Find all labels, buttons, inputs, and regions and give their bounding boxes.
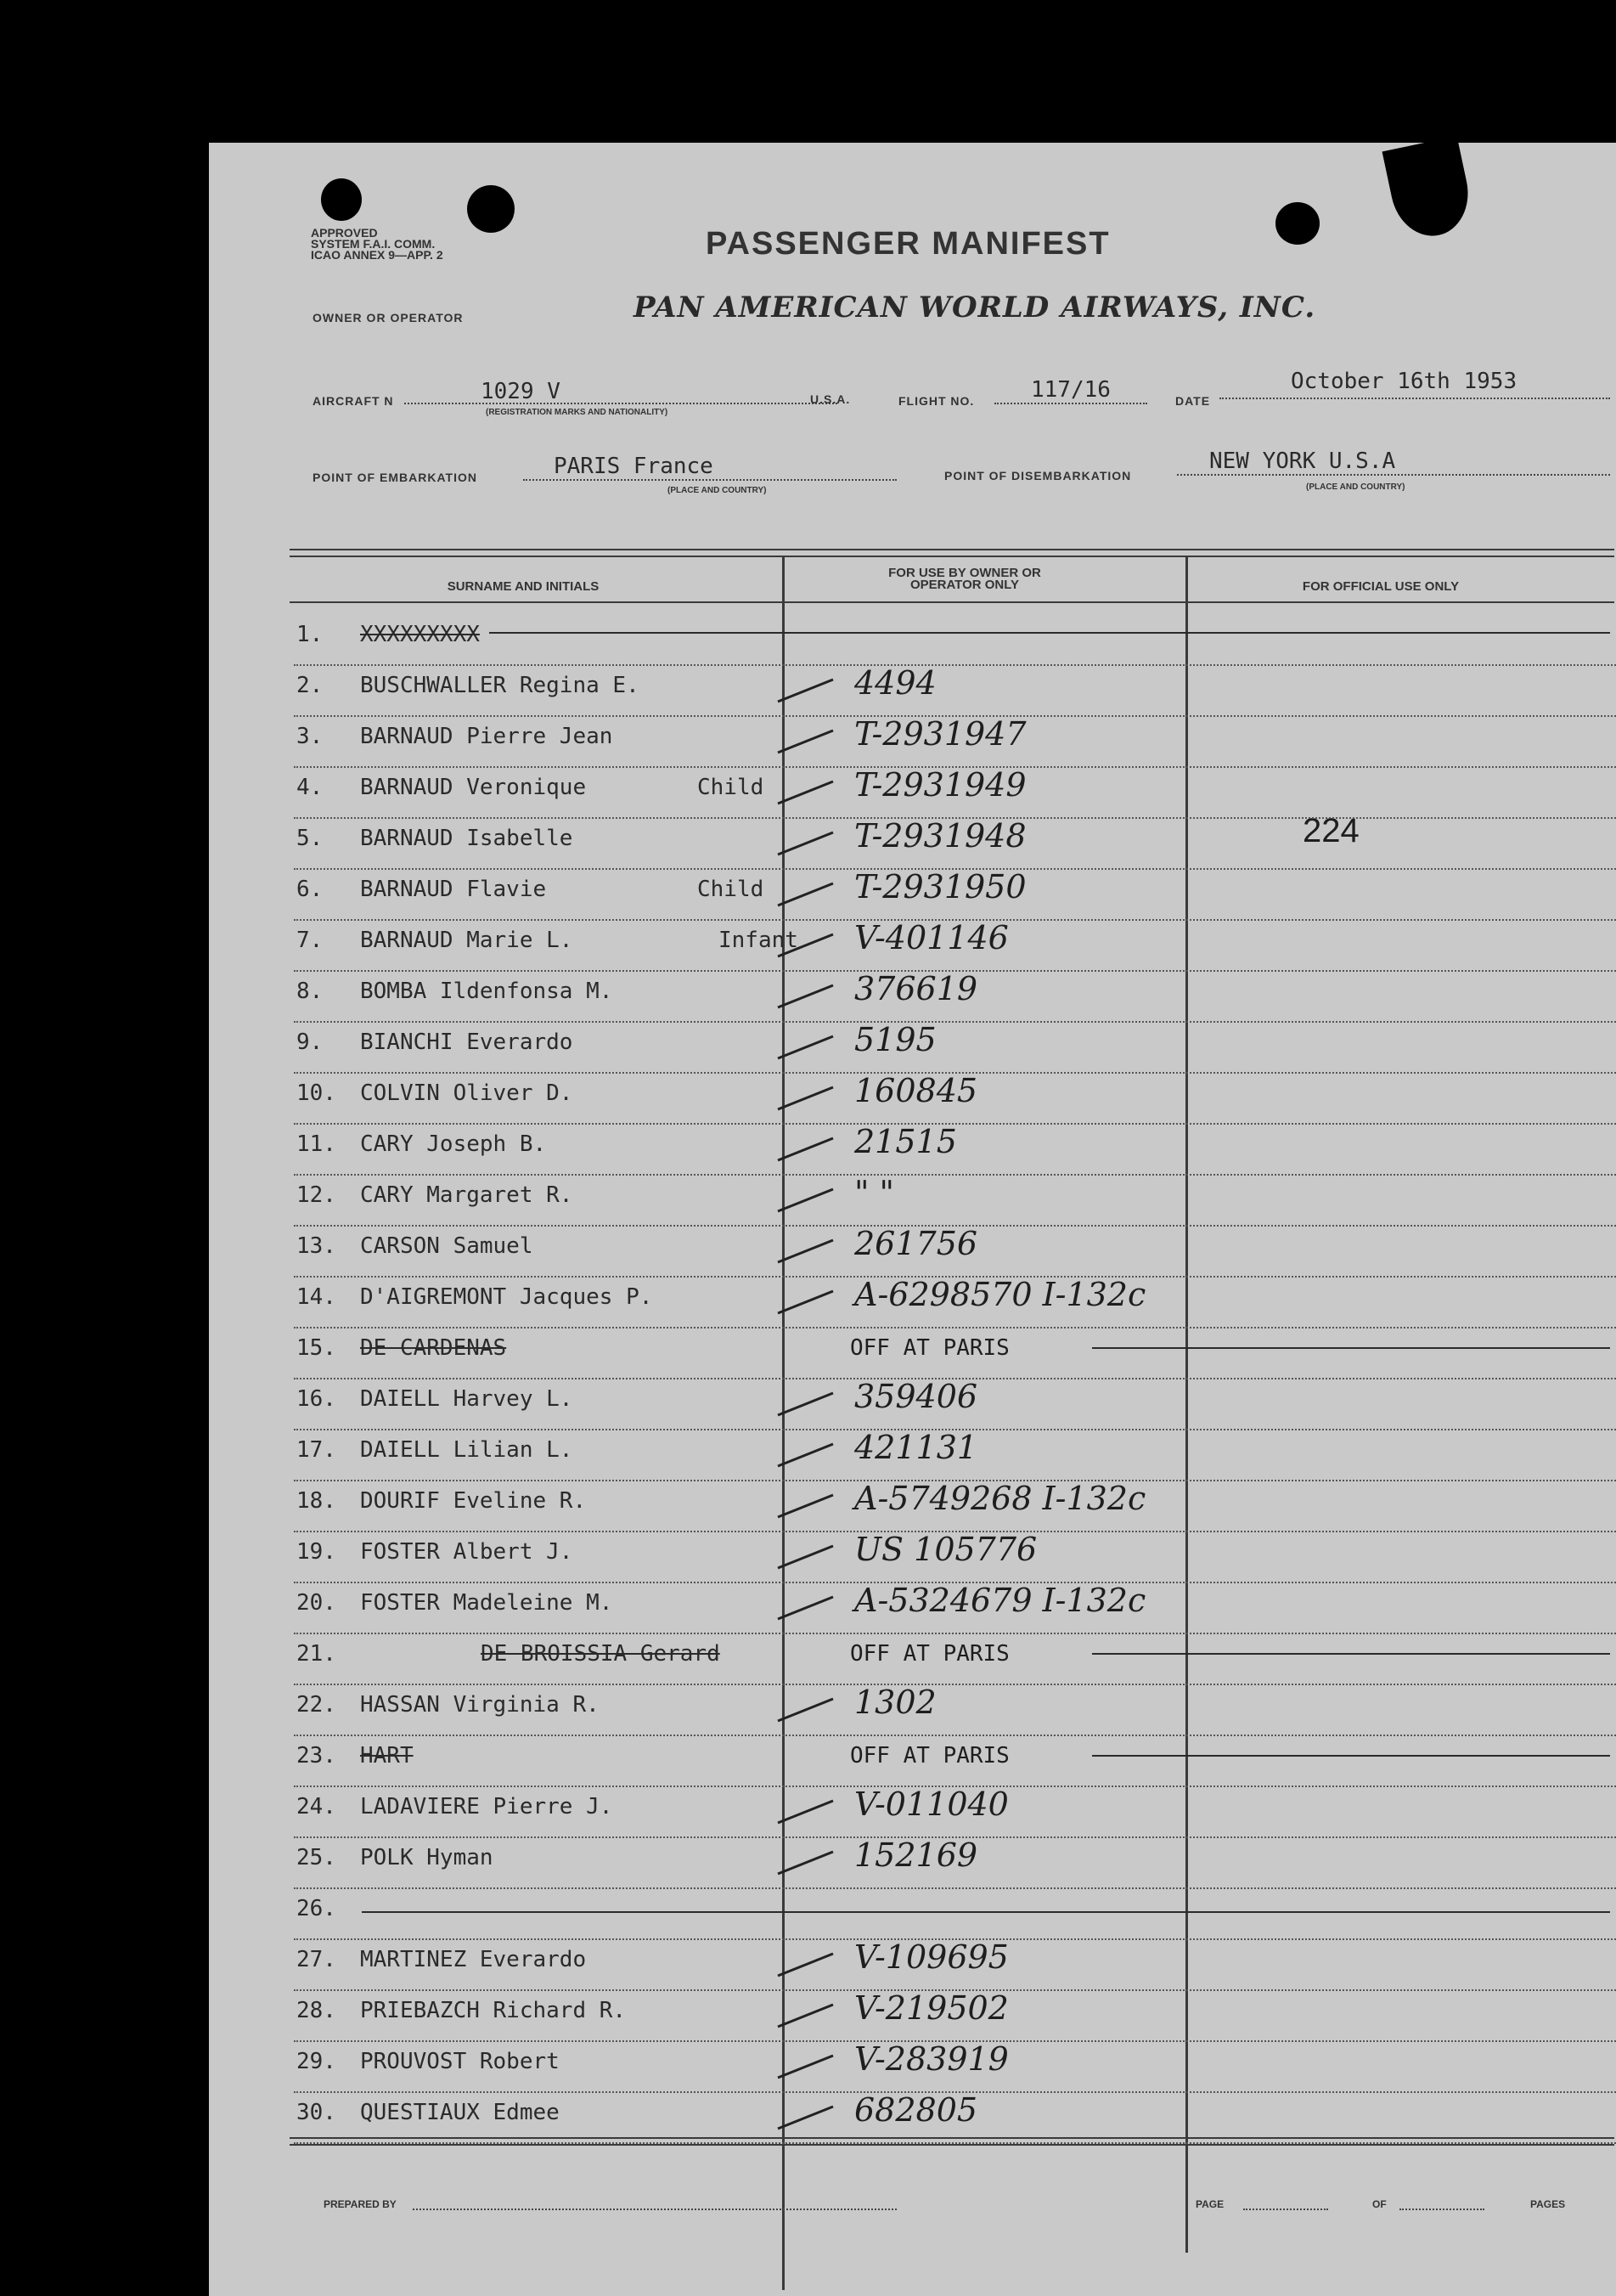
check-mark-icon — [752, 1390, 837, 1420]
date-value: October 16th 1953 — [1291, 369, 1517, 394]
passenger-number: 30. — [296, 2100, 336, 2125]
passenger-name: COLVIN Oliver D. — [360, 1080, 573, 1106]
passenger-number: 21. — [296, 1641, 336, 1667]
passenger-row — [209, 1276, 1616, 1329]
passenger-number: 7. — [296, 928, 324, 953]
embarkation-caption: (PLACE AND COUNTRY) — [667, 486, 767, 495]
passenger-name: HART — [360, 1743, 414, 1769]
strike-line — [1092, 1755, 1610, 1757]
row-rule — [294, 1684, 1616, 1685]
passenger-reference: " " — [854, 1174, 895, 1211]
passenger-reference: V-109695 — [854, 1938, 1009, 1976]
passenger-name: BIANCHI Everardo — [360, 1030, 573, 1055]
passenger-reference: T-2931949 — [854, 766, 1027, 804]
passenger-note: Child — [697, 775, 764, 800]
passenger-row — [209, 1891, 1616, 1940]
passenger-number: 13. — [296, 1233, 336, 1259]
check-mark-icon — [752, 2052, 837, 2083]
official-use-note: 224 — [1303, 812, 1360, 849]
aircraft-value: 1029 V — [481, 379, 560, 404]
passenger-row — [209, 664, 1616, 717]
date-label: DATE — [1175, 394, 1211, 408]
passenger-name: FOSTER Albert J. — [360, 1539, 573, 1565]
passenger-row — [209, 1174, 1616, 1227]
embarkation-label: POINT OF EMBARKATION — [313, 471, 477, 484]
passenger-reference: OFF AT PARIS — [850, 1335, 1010, 1361]
country-mark: U.S.A. — [810, 392, 851, 406]
row-rule — [294, 1633, 1616, 1634]
passenger-row — [209, 1582, 1616, 1634]
approval-line-2: SYSTEM F.A.I. COMM. — [311, 237, 436, 251]
passenger-row — [209, 715, 1616, 768]
passenger-name: CARSON Samuel — [360, 1233, 533, 1259]
punch-hole-center — [467, 185, 515, 233]
passenger-reference: V-011040 — [854, 1785, 1009, 1823]
check-mark-icon — [752, 2103, 837, 2134]
passenger-row — [209, 1938, 1616, 1991]
passenger-row — [209, 617, 1616, 666]
passenger-row — [209, 868, 1616, 921]
passenger-name: DAIELL Lilian L. — [360, 1437, 573, 1463]
passenger-number: 26. — [296, 1896, 336, 1921]
passenger-number: 27. — [296, 1947, 336, 1972]
passenger-name: CARY Margaret R. — [360, 1182, 573, 1208]
page-title: PASSENGER MANIFEST — [706, 226, 1111, 262]
aircraft-label: AIRCRAFT N — [313, 394, 394, 408]
check-mark-icon — [752, 1695, 837, 1726]
passenger-name: DOURIF Eveline R. — [360, 1488, 587, 1514]
passenger-reference: 152169 — [854, 1836, 978, 1874]
passenger-name: DE CARDENAS — [360, 1335, 507, 1361]
strike-line — [1092, 1347, 1610, 1349]
passenger-number: 12. — [296, 1182, 336, 1208]
passenger-number: 16. — [296, 1386, 336, 1412]
flight-value: 117/16 — [1031, 377, 1111, 403]
passenger-name: CARY Joseph B. — [360, 1131, 547, 1157]
flight-label: FLIGHT NO. — [898, 394, 975, 408]
passenger-reference: 160845 — [854, 1072, 978, 1109]
check-mark-icon — [752, 1084, 837, 1114]
passenger-reference: V-401146 — [854, 919, 1009, 956]
passenger-reference: 359406 — [854, 1378, 978, 1415]
passenger-name: BUSCHWALLER Regina E. — [360, 673, 639, 698]
passenger-number: 9. — [296, 1030, 324, 1055]
registration-caption: (REGISTRATION MARKS AND NATIONALITY) — [486, 408, 668, 417]
punch-hole-left — [321, 178, 362, 221]
passenger-row — [209, 1123, 1616, 1176]
passenger-reference: OFF AT PARIS — [850, 1641, 1010, 1667]
check-mark-icon — [752, 676, 837, 707]
passenger-name: D'AIGREMONT Jacques P. — [360, 1284, 653, 1310]
passenger-number: 25. — [296, 1845, 336, 1870]
check-mark-icon — [752, 1950, 837, 1981]
passenger-name: BOMBA Ildenfonsa M. — [360, 979, 613, 1004]
check-mark-icon — [752, 1797, 837, 1828]
row-rule — [294, 1174, 1616, 1176]
passenger-number: 10. — [296, 1080, 336, 1106]
passenger-reference: 682805 — [854, 2091, 978, 2129]
check-mark-icon — [752, 1186, 837, 1216]
passenger-row — [209, 1785, 1616, 1838]
column-operator-use: FOR USE BY OWNER OR OPERATOR ONLY — [888, 566, 1041, 592]
passenger-name: POLK Hyman — [360, 1845, 493, 1870]
passenger-row — [209, 1836, 1616, 1889]
passenger-row — [209, 1225, 1616, 1278]
passenger-row — [209, 817, 1616, 870]
passenger-number: 19. — [296, 1539, 336, 1565]
passenger-name: BARNAUD Flavie — [360, 877, 547, 902]
strike-line — [489, 632, 1610, 634]
passenger-reference: T-2931947 — [854, 715, 1027, 753]
passenger-name: BARNAUD Pierre Jean — [360, 724, 613, 749]
column-official-use: FOR OFFICIAL USE ONLY — [1302, 579, 1460, 594]
passenger-number: 1. — [296, 622, 324, 647]
passenger-reference: 5195 — [854, 1021, 937, 1058]
passenger-name: BARNAUD Marie L. — [360, 928, 573, 953]
passenger-number: 24. — [296, 1794, 336, 1819]
passenger-reference: T-2931950 — [854, 868, 1027, 905]
passenger-number: 8. — [296, 979, 324, 1004]
passenger-number: 18. — [296, 1488, 336, 1514]
passenger-row — [209, 1429, 1616, 1481]
passenger-reference: 1302 — [854, 1684, 937, 1721]
disembarkation-value: NEW YORK U.S.A — [1209, 448, 1396, 474]
passenger-row — [209, 766, 1616, 819]
of-label: OF — [1372, 2198, 1387, 2210]
row-rule — [294, 1735, 1616, 1736]
passenger-reference: US 105776 — [854, 1531, 1038, 1568]
column-surname: SURNAME AND INITIALS — [447, 579, 600, 594]
check-mark-icon — [752, 778, 837, 809]
strike-line — [362, 1911, 1610, 1913]
passenger-reference: OFF AT PARIS — [850, 1743, 1010, 1769]
approval-line-3: ICAO ANNEX 9—APP. 2 — [311, 248, 443, 262]
passenger-name: DAIELL Harvey L. — [360, 1386, 573, 1412]
passenger-row — [209, 1330, 1616, 1379]
check-mark-icon — [752, 880, 837, 911]
passenger-name: HASSAN Virginia R. — [360, 1692, 600, 1718]
owner-label: OWNER OR OPERATOR — [313, 311, 464, 324]
passenger-name: XXXXXXXXX — [360, 622, 480, 647]
passenger-row — [209, 1378, 1616, 1430]
row-rule — [294, 1887, 1616, 1889]
passenger-name: LADAVIERE Pierre J. — [360, 1794, 613, 1819]
passenger-row — [209, 1480, 1616, 1532]
passenger-number: 6. — [296, 877, 324, 902]
disembarkation-label: POINT OF DISEMBARKATION — [944, 469, 1132, 482]
passenger-number: 29. — [296, 2049, 336, 2074]
check-mark-icon — [752, 1135, 837, 1165]
check-mark-icon — [752, 1237, 837, 1267]
row-rule — [294, 664, 1616, 666]
passenger-reference: 21515 — [854, 1123, 957, 1160]
check-mark-icon — [752, 1594, 837, 1624]
row-rule — [294, 1327, 1616, 1329]
passenger-row — [209, 1636, 1616, 1685]
passenger-number: 14. — [296, 1284, 336, 1310]
passenger-name: BARNAUD Veronique — [360, 775, 587, 800]
passenger-reference: 261756 — [854, 1225, 978, 1262]
paper-tear — [1382, 136, 1477, 243]
passenger-note: Infant — [718, 928, 798, 953]
passenger-reference: 4494 — [854, 664, 937, 702]
passenger-row — [209, 970, 1616, 1023]
approval-stamp — [311, 228, 443, 261]
row-rule — [294, 1021, 1616, 1023]
passenger-number: 4. — [296, 775, 324, 800]
check-mark-icon — [752, 829, 837, 860]
page-label: PAGE — [1196, 2198, 1225, 2210]
passenger-reference: A-5324679 I-132c — [854, 1582, 1146, 1619]
passenger-reference: A-5749268 I-132c — [854, 1480, 1146, 1517]
passenger-row — [209, 1684, 1616, 1736]
check-mark-icon — [752, 1033, 837, 1063]
passenger-number: 5. — [296, 826, 324, 851]
passenger-reference: T-2931948 — [854, 817, 1027, 855]
check-mark-icon — [752, 1848, 837, 1879]
passenger-name: DE BROISSIA Gerard — [481, 1641, 720, 1667]
operator-name: PAN AMERICAN WORLD AIRWAYS, INC. — [633, 291, 1316, 324]
passenger-number: 15. — [296, 1335, 336, 1361]
passenger-number: 28. — [296, 1998, 336, 2023]
check-mark-icon — [752, 2001, 837, 2032]
approval-line-1: APPROVED — [311, 226, 378, 240]
passenger-row — [209, 919, 1616, 972]
punch-hole-right — [1275, 202, 1320, 245]
passenger-row — [209, 1072, 1616, 1125]
strike-line — [1092, 1653, 1610, 1655]
passenger-reference: V-219502 — [854, 1989, 1009, 2027]
check-mark-icon — [752, 931, 837, 962]
check-mark-icon — [752, 1288, 837, 1318]
passenger-number: 17. — [296, 1437, 336, 1463]
check-mark-icon — [752, 1492, 837, 1522]
passenger-number: 3. — [296, 724, 324, 749]
passenger-row — [209, 1021, 1616, 1074]
passenger-row — [209, 1989, 1616, 2042]
check-mark-icon — [752, 1543, 837, 1573]
passenger-reference: V-283919 — [854, 2040, 1009, 2078]
check-mark-icon — [752, 1441, 837, 1471]
manifest-sheet — [209, 143, 1616, 2296]
passenger-reference: 376619 — [854, 970, 978, 1007]
passenger-number: 20. — [296, 1590, 336, 1616]
passenger-number: 2. — [296, 673, 324, 698]
passenger-note: Child — [697, 877, 764, 902]
embarkation-value: PARIS France — [554, 454, 713, 479]
passenger-reference: A-6298570 I-132c — [854, 1276, 1146, 1313]
passenger-name: MARTINEZ Everardo — [360, 1947, 587, 1972]
check-mark-icon — [752, 982, 837, 1013]
passenger-name: FOSTER Madeleine M. — [360, 1590, 613, 1616]
check-mark-icon — [752, 727, 837, 758]
passenger-row — [209, 1738, 1616, 1787]
pages-label: PAGES — [1530, 2198, 1566, 2210]
passenger-name: BARNAUD Isabelle — [360, 826, 573, 851]
passenger-number: 23. — [296, 1743, 336, 1769]
disembarkation-caption: (PLACE AND COUNTRY) — [1306, 482, 1405, 492]
prepared-by-label: PREPARED BY — [324, 2198, 397, 2210]
passenger-reference: 421131 — [854, 1429, 978, 1466]
passenger-number: 11. — [296, 1131, 336, 1157]
passenger-row — [209, 1531, 1616, 1583]
passenger-name: PRIEBAZCH Richard R. — [360, 1998, 627, 2023]
passenger-number: 22. — [296, 1692, 336, 1718]
passenger-name: PROUVOST Robert — [360, 2049, 560, 2074]
passenger-row — [209, 2040, 1616, 2093]
passenger-name: QUESTIAUX Edmee — [360, 2100, 560, 2125]
